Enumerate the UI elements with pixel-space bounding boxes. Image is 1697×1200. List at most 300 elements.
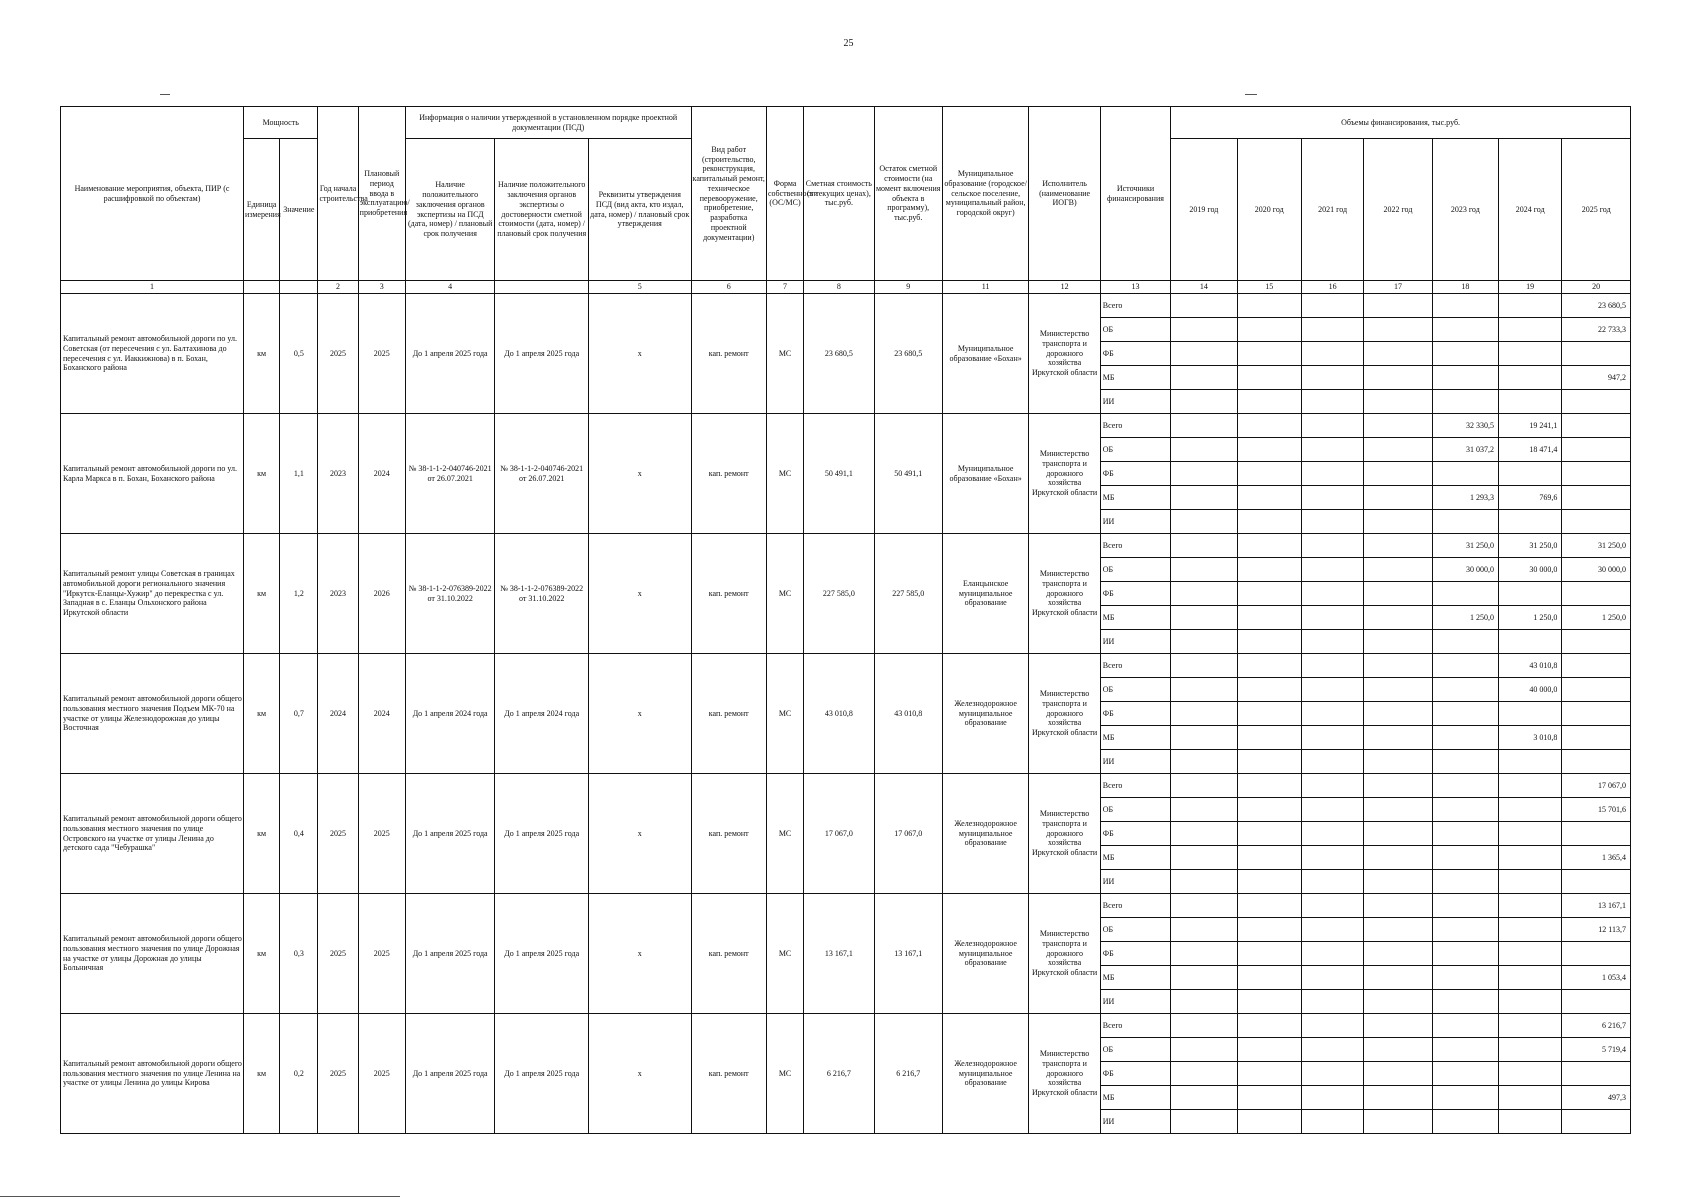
header-work-type: Вид работ (строительство, реконструкция, капитальный ремонт, техническое перевооружение, приобретение, разработка проектной документации) xyxy=(691,107,766,281)
funding-cell xyxy=(1364,942,1432,966)
funding-cell xyxy=(1499,750,1562,774)
funding-cell xyxy=(1171,582,1237,606)
row-psd-requisites: х xyxy=(588,414,691,534)
funding-cell xyxy=(1562,582,1631,606)
funding-cell xyxy=(1171,606,1237,630)
funding-cell xyxy=(1237,630,1301,654)
funding-cell xyxy=(1171,438,1237,462)
funding-cell xyxy=(1562,870,1631,894)
funding-cell xyxy=(1301,558,1363,582)
funding-cell xyxy=(1237,798,1301,822)
funding-cell: 1 250,0 xyxy=(1562,606,1631,630)
header-psd-info: Информация о наличии утвержденной в установленном порядке проектной документации (ПСД) xyxy=(405,107,691,139)
funding-cell xyxy=(1301,726,1363,750)
funding-cell xyxy=(1364,918,1432,942)
funding-cell xyxy=(1171,918,1237,942)
row-estimate-expertise: № 38-1-1-2-040746-2021 от 26.07.2021 xyxy=(495,414,589,534)
row-start-year: 2025 xyxy=(318,894,358,1014)
funding-cell xyxy=(1364,870,1432,894)
row-psd-requisites: х xyxy=(588,1014,691,1134)
funding-cell xyxy=(1237,510,1301,534)
row-executor: Министерство транспорта и дорожного хозяйства Иркутской области xyxy=(1029,414,1100,534)
funding-cell xyxy=(1237,294,1301,318)
funding-cell xyxy=(1432,630,1498,654)
column-number: 13 xyxy=(1100,281,1170,294)
funding-source-label: ИИ xyxy=(1100,630,1170,654)
funding-cell xyxy=(1364,894,1432,918)
header-expertise: Наличие положительного заключения органов экспертизы на ПСД (дата, номер) / плановый срок получения xyxy=(405,139,495,281)
header-funding: Объемы финансирования, тыс.руб. xyxy=(1171,107,1631,139)
funding-cell xyxy=(1364,750,1432,774)
funding-cell xyxy=(1432,366,1498,390)
funding-source-label: ИИ xyxy=(1100,750,1170,774)
header-year: 2020 год xyxy=(1237,139,1301,281)
funding-cell xyxy=(1364,366,1432,390)
funding-cell xyxy=(1432,942,1498,966)
header-municipality: Муниципальное образование (городское/сельское поселение, муниципальный район, городской округ) xyxy=(942,107,1028,281)
funding-cell xyxy=(1301,294,1363,318)
funding-cell: 30 000,0 xyxy=(1499,558,1562,582)
row-name: Капитальный ремонт автомобильной дороги по ул. Советская (от пересечения с ул. Балтахинова до пересечения с ул. Иаккижнова) в п. Бохан, Боханского района xyxy=(61,294,244,414)
row-work-type: кап. ремонт xyxy=(691,1014,766,1134)
funding-cell xyxy=(1364,726,1432,750)
funding-cell xyxy=(1364,318,1432,342)
funding-cell xyxy=(1432,318,1498,342)
funding-source-label: МБ xyxy=(1100,966,1170,990)
header-year: 2019 год xyxy=(1171,139,1237,281)
funding-cell xyxy=(1499,918,1562,942)
funding-cell xyxy=(1237,654,1301,678)
funding-source-label: ИИ xyxy=(1100,1110,1170,1134)
row-expertise: № 38-1-1-2-040746-2021 от 26.07.2021 xyxy=(405,414,495,534)
row-executor: Министерство транспорта и дорожного хозяйства Иркутской области xyxy=(1029,774,1100,894)
funding-cell xyxy=(1364,390,1432,414)
funding-cell xyxy=(1171,534,1237,558)
funding-cell xyxy=(1171,1086,1237,1110)
funding-source-label: ФБ xyxy=(1100,942,1170,966)
funding-cell xyxy=(1499,582,1562,606)
row-start-year: 2025 xyxy=(318,774,358,894)
funding-source-label: Всего xyxy=(1100,654,1170,678)
funding-cell: 31 250,0 xyxy=(1432,534,1498,558)
funding-cell: 31 250,0 xyxy=(1562,534,1631,558)
column-number: 18 xyxy=(1432,281,1498,294)
funding-cell xyxy=(1237,534,1301,558)
funding-cell xyxy=(1432,678,1498,702)
funding-cell xyxy=(1301,534,1363,558)
funding-cell xyxy=(1301,750,1363,774)
header-year: 2024 год xyxy=(1499,139,1562,281)
funding-cell: 12 113,7 xyxy=(1562,918,1631,942)
funding-source-label: ОБ xyxy=(1100,918,1170,942)
header-year: 2022 год xyxy=(1364,139,1432,281)
funding-cell xyxy=(1364,510,1432,534)
scan-line-top xyxy=(1245,94,1257,95)
funding-cell xyxy=(1301,390,1363,414)
funding-cell xyxy=(1499,702,1562,726)
row-estimated-cost: 13 167,1 xyxy=(804,894,874,1014)
row-capacity-value: 0,2 xyxy=(280,1014,318,1134)
funding-cell xyxy=(1499,942,1562,966)
funding-cell xyxy=(1171,342,1237,366)
funding-cell: 1 053,4 xyxy=(1562,966,1631,990)
row-executor: Министерство транспорта и дорожного хозяйства Иркутской области xyxy=(1029,894,1100,1014)
row-commission-year: 2025 xyxy=(358,774,405,894)
row-start-year: 2023 xyxy=(318,534,358,654)
funding-cell: 43 010,8 xyxy=(1499,654,1562,678)
funding-cell xyxy=(1499,870,1562,894)
funding-cell: 30 000,0 xyxy=(1432,558,1498,582)
funding-cell xyxy=(1237,438,1301,462)
funding-cell xyxy=(1301,1110,1363,1134)
row-start-year: 2025 xyxy=(318,1014,358,1134)
header-year: 2025 год xyxy=(1562,139,1631,281)
funding-cell xyxy=(1432,918,1498,942)
header-value: Значение xyxy=(280,139,318,281)
funding-source-label: ОБ xyxy=(1100,558,1170,582)
row-name: Капитальный ремонт улицы Советская в границах автомобильной дороги регионального значения "Иркутск-Еланцы-Хужир" до перекрестка с ул. Западная в с. Еланцы Ольхонского района Иркутской области xyxy=(61,534,244,654)
row-psd-requisites: х xyxy=(588,774,691,894)
funding-cell xyxy=(1171,1062,1237,1086)
funding-cell xyxy=(1432,510,1498,534)
column-number xyxy=(280,281,318,294)
funding-cell xyxy=(1237,1038,1301,1062)
row-municipality: Еланцынское муниципальное образование xyxy=(942,534,1028,654)
funding-cell xyxy=(1562,1062,1631,1086)
funding-cell xyxy=(1499,1086,1562,1110)
funding-source-label: МБ xyxy=(1100,486,1170,510)
funding-cell xyxy=(1237,390,1301,414)
header-sources: Источники финансирования xyxy=(1100,107,1170,281)
funding-cell: 3 010,8 xyxy=(1499,726,1562,750)
funding-cell xyxy=(1364,1086,1432,1110)
funding-source-label: МБ xyxy=(1100,726,1170,750)
funding-cell: 13 167,1 xyxy=(1562,894,1631,918)
header-estimated-cost: Сметная стоимость (в текущих ценах), тыс.руб. xyxy=(804,107,874,281)
funding-cell xyxy=(1301,678,1363,702)
column-number: 2 xyxy=(318,281,358,294)
funding-cell xyxy=(1237,942,1301,966)
funding-cell xyxy=(1237,774,1301,798)
header-unit: Единица измерения xyxy=(244,139,280,281)
funding-cell xyxy=(1562,414,1631,438)
funding-cell xyxy=(1301,486,1363,510)
funding-cell: 1 365,4 xyxy=(1562,846,1631,870)
funding-cell: 769,6 xyxy=(1499,486,1562,510)
funding-cell xyxy=(1432,1062,1498,1086)
funding-cell xyxy=(1237,966,1301,990)
funding-cell xyxy=(1562,342,1631,366)
funding-source-label: ОБ xyxy=(1100,438,1170,462)
funding-cell xyxy=(1301,942,1363,966)
funding-cell xyxy=(1432,966,1498,990)
row-remaining-cost: 43 010,8 xyxy=(874,654,942,774)
row-executor: Министерство транспорта и дорожного хозяйства Иркутской области xyxy=(1029,654,1100,774)
column-number: 5 xyxy=(588,281,691,294)
row-work-type: кап. ремонт xyxy=(691,294,766,414)
row-expertise: До 1 апреля 2025 года xyxy=(405,294,495,414)
funding-cell xyxy=(1171,510,1237,534)
funding-cell xyxy=(1171,774,1237,798)
row-name: Капитальный ремонт автомобильной дороги общего пользования местного значения по улице Дорожная на участке от улицы Дорожная до улицы Больничная xyxy=(61,894,244,1014)
row-start-year: 2024 xyxy=(318,654,358,774)
funding-cell xyxy=(1237,414,1301,438)
funding-cell xyxy=(1171,750,1237,774)
funding-cell xyxy=(1171,486,1237,510)
funding-cell xyxy=(1432,894,1498,918)
funding-cell xyxy=(1301,630,1363,654)
funding-cell xyxy=(1171,822,1237,846)
funding-cell xyxy=(1364,462,1432,486)
column-number: 15 xyxy=(1237,281,1301,294)
table-row xyxy=(61,1014,1631,1038)
funding-source-label: ФБ xyxy=(1100,462,1170,486)
header-psd-requisites: Реквизиты утверждения ПСД (вид акта, кто издал, дата, номер) / плановый срок утверждения xyxy=(588,139,691,281)
row-name: Капитальный ремонт автомобильной дороги общего пользования местного значения по улице Ленина на участке от улицы Ленина до улицы Кирова xyxy=(61,1014,244,1134)
column-number: 16 xyxy=(1301,281,1363,294)
funding-source-label: ФБ xyxy=(1100,822,1170,846)
row-estimated-cost: 17 067,0 xyxy=(804,774,874,894)
column-number: 1 xyxy=(61,281,244,294)
row-expertise: До 1 апреля 2025 года xyxy=(405,894,495,1014)
funding-cell xyxy=(1364,438,1432,462)
funding-source-label: МБ xyxy=(1100,1086,1170,1110)
funding-cell: 18 471,4 xyxy=(1499,438,1562,462)
row-unit: км xyxy=(244,534,280,654)
row-capacity-value: 1,2 xyxy=(280,534,318,654)
row-work-type: кап. ремонт xyxy=(691,774,766,894)
funding-cell xyxy=(1301,510,1363,534)
header-start-year: Год начала строительства xyxy=(318,107,358,281)
row-start-year: 2025 xyxy=(318,294,358,414)
row-remaining-cost: 227 585,0 xyxy=(874,534,942,654)
funding-cell xyxy=(1301,582,1363,606)
row-work-type: кап. ремонт xyxy=(691,654,766,774)
funding-cell: 30 000,0 xyxy=(1562,558,1631,582)
funding-cell xyxy=(1364,1062,1432,1086)
row-estimate-expertise: До 1 апреля 2025 года xyxy=(495,1014,589,1134)
funding-cell xyxy=(1301,414,1363,438)
funding-cell xyxy=(1499,390,1562,414)
funding-cell xyxy=(1171,630,1237,654)
funding-cell xyxy=(1171,990,1237,1014)
table-row xyxy=(61,654,1631,678)
column-number: 8 xyxy=(804,281,874,294)
table-body xyxy=(61,294,1631,1134)
header-year: 2021 год xyxy=(1301,139,1363,281)
funding-cell xyxy=(1301,654,1363,678)
funding-cell xyxy=(1171,294,1237,318)
funding-cell xyxy=(1171,1038,1237,1062)
funding-cell xyxy=(1499,822,1562,846)
row-estimated-cost: 227 585,0 xyxy=(804,534,874,654)
funding-cell xyxy=(1364,486,1432,510)
funding-cell xyxy=(1364,534,1432,558)
funding-cell xyxy=(1499,798,1562,822)
funding-cell xyxy=(1432,462,1498,486)
funding-source-label: ФБ xyxy=(1100,1062,1170,1086)
row-expertise: До 1 апреля 2025 года xyxy=(405,774,495,894)
row-estimate-expertise: № 38-1-1-2-076389-2022 от 31.10.2022 xyxy=(495,534,589,654)
funding-cell xyxy=(1237,990,1301,1014)
funding-source-label: Всего xyxy=(1100,534,1170,558)
funding-cell: 22 733,3 xyxy=(1562,318,1631,342)
funding-source-label: МБ xyxy=(1100,366,1170,390)
funding-cell xyxy=(1562,390,1631,414)
funding-cell xyxy=(1171,1110,1237,1134)
row-commission-year: 2025 xyxy=(358,294,405,414)
funding-cell xyxy=(1562,942,1631,966)
funding-cell xyxy=(1301,774,1363,798)
funding-cell xyxy=(1499,366,1562,390)
funding-cell xyxy=(1499,774,1562,798)
funding-cell xyxy=(1432,702,1498,726)
funding-source-label: Всего xyxy=(1100,1014,1170,1038)
funding-cell xyxy=(1301,918,1363,942)
funding-cell xyxy=(1171,462,1237,486)
row-ownership: МС xyxy=(766,894,803,1014)
funding-cell: 23 680,5 xyxy=(1562,294,1631,318)
funding-cell xyxy=(1364,630,1432,654)
funding-cell xyxy=(1301,870,1363,894)
funding-cell xyxy=(1237,846,1301,870)
row-unit: км xyxy=(244,774,280,894)
table-row xyxy=(61,534,1631,558)
funding-cell xyxy=(1171,1014,1237,1038)
funding-cell xyxy=(1562,990,1631,1014)
row-capacity-value: 1,1 xyxy=(280,414,318,534)
row-ownership: МС xyxy=(766,534,803,654)
funding-cell xyxy=(1432,846,1498,870)
funding-cell xyxy=(1364,1038,1432,1062)
row-remaining-cost: 50 491,1 xyxy=(874,414,942,534)
funding-cell: 19 241,1 xyxy=(1499,414,1562,438)
funding-cell xyxy=(1171,966,1237,990)
funding-cell xyxy=(1301,1086,1363,1110)
funding-cell xyxy=(1301,366,1363,390)
table-row xyxy=(61,414,1631,438)
funding-cell xyxy=(1432,342,1498,366)
funding-cell xyxy=(1562,510,1631,534)
row-capacity-value: 0,4 xyxy=(280,774,318,894)
funding-source-label: ОБ xyxy=(1100,678,1170,702)
row-executor: Министерство транспорта и дорожного хозяйства Иркутской области xyxy=(1029,534,1100,654)
header-ownership: Форма собственности (ОС/МС) xyxy=(766,107,803,281)
funding-cell xyxy=(1562,702,1631,726)
funding-cell: 15 701,6 xyxy=(1562,798,1631,822)
header-planned-period: Плановый период ввода в эксплуатацию/приобретения xyxy=(358,107,405,281)
column-number: 4 xyxy=(405,281,495,294)
funding-cell xyxy=(1171,798,1237,822)
funding-cell xyxy=(1499,1038,1562,1062)
row-estimated-cost: 6 216,7 xyxy=(804,1014,874,1134)
row-capacity-value: 0,5 xyxy=(280,294,318,414)
row-municipality: Железнодорожное муниципальное образование xyxy=(942,894,1028,1014)
funding-cell xyxy=(1301,846,1363,870)
funding-cell xyxy=(1301,822,1363,846)
funding-cell xyxy=(1237,870,1301,894)
row-name: Капитальный ремонт автомобильной дороги общего пользования местного значения по улице Островского на участке от улицы Ленина до детского сада "Чебурашка" xyxy=(61,774,244,894)
funding-cell xyxy=(1171,702,1237,726)
row-commission-year: 2024 xyxy=(358,654,405,774)
funding-cell xyxy=(1432,654,1498,678)
funding-cell xyxy=(1171,414,1237,438)
funding-cell xyxy=(1171,366,1237,390)
row-estimate-expertise: До 1 апреля 2025 года xyxy=(495,294,589,414)
row-work-type: кап. ремонт xyxy=(691,534,766,654)
funding-cell xyxy=(1562,654,1631,678)
scan-line-bottom xyxy=(0,1196,400,1197)
funding-cell xyxy=(1499,894,1562,918)
funding-cell xyxy=(1171,318,1237,342)
funding-source-label: Всего xyxy=(1100,894,1170,918)
funding-cell xyxy=(1364,606,1432,630)
row-estimate-expertise: До 1 апреля 2025 года xyxy=(495,894,589,1014)
funding-cell xyxy=(1364,678,1432,702)
funding-cell xyxy=(1301,342,1363,366)
column-number: 20 xyxy=(1562,281,1631,294)
funding-cell xyxy=(1432,750,1498,774)
funding-source-label: ФБ xyxy=(1100,582,1170,606)
funding-cell xyxy=(1432,798,1498,822)
funding-cell xyxy=(1237,894,1301,918)
column-number xyxy=(244,281,280,294)
funding-source-label: Всего xyxy=(1100,294,1170,318)
funding-cell xyxy=(1301,1062,1363,1086)
row-estimate-expertise: До 1 апреля 2024 года xyxy=(495,654,589,774)
funding-cell: 40 000,0 xyxy=(1499,678,1562,702)
row-unit: км xyxy=(244,414,280,534)
column-number: 14 xyxy=(1171,281,1237,294)
funding-cell xyxy=(1171,870,1237,894)
row-municipality: Муниципальное образование «Бохан» xyxy=(942,294,1028,414)
funding-cell xyxy=(1562,1110,1631,1134)
row-municipality: Железнодорожное муниципальное образование xyxy=(942,774,1028,894)
funding-cell: 1 250,0 xyxy=(1432,606,1498,630)
funding-cell xyxy=(1562,822,1631,846)
row-municipality: Муниципальное образование «Бохан» xyxy=(942,414,1028,534)
funding-cell xyxy=(1432,726,1498,750)
header-name: Наименование мероприятия, объекта, ПИР (с расшифровкой по объектам) xyxy=(61,107,244,281)
row-estimated-cost: 43 010,8 xyxy=(804,654,874,774)
funding-cell xyxy=(1364,990,1432,1014)
funding-cell xyxy=(1237,606,1301,630)
funding-cell xyxy=(1364,558,1432,582)
funding-cell: 497,3 xyxy=(1562,1086,1631,1110)
page-number: 25 xyxy=(843,38,854,49)
funding-source-label: ИИ xyxy=(1100,510,1170,534)
funding-cell xyxy=(1237,1062,1301,1086)
funding-cell: 5 719,4 xyxy=(1562,1038,1631,1062)
column-number-row xyxy=(61,281,1631,294)
investment-program-table xyxy=(60,106,1631,1134)
row-remaining-cost: 13 167,1 xyxy=(874,894,942,1014)
column-number: 19 xyxy=(1499,281,1562,294)
funding-cell: 1 250,0 xyxy=(1499,606,1562,630)
row-unit: км xyxy=(244,294,280,414)
row-name: Капитальный ремонт автомобильной дороги по ул. Карла Маркса в п. Бохан, Боханского района xyxy=(61,414,244,534)
funding-cell xyxy=(1432,1038,1498,1062)
row-psd-requisites: х xyxy=(588,654,691,774)
row-estimate-expertise: До 1 апреля 2025 года xyxy=(495,774,589,894)
funding-cell xyxy=(1499,630,1562,654)
row-remaining-cost: 23 680,5 xyxy=(874,294,942,414)
funding-cell xyxy=(1432,1110,1498,1134)
funding-cell xyxy=(1432,774,1498,798)
funding-cell xyxy=(1171,942,1237,966)
row-remaining-cost: 6 216,7 xyxy=(874,1014,942,1134)
row-unit: км xyxy=(244,894,280,1014)
